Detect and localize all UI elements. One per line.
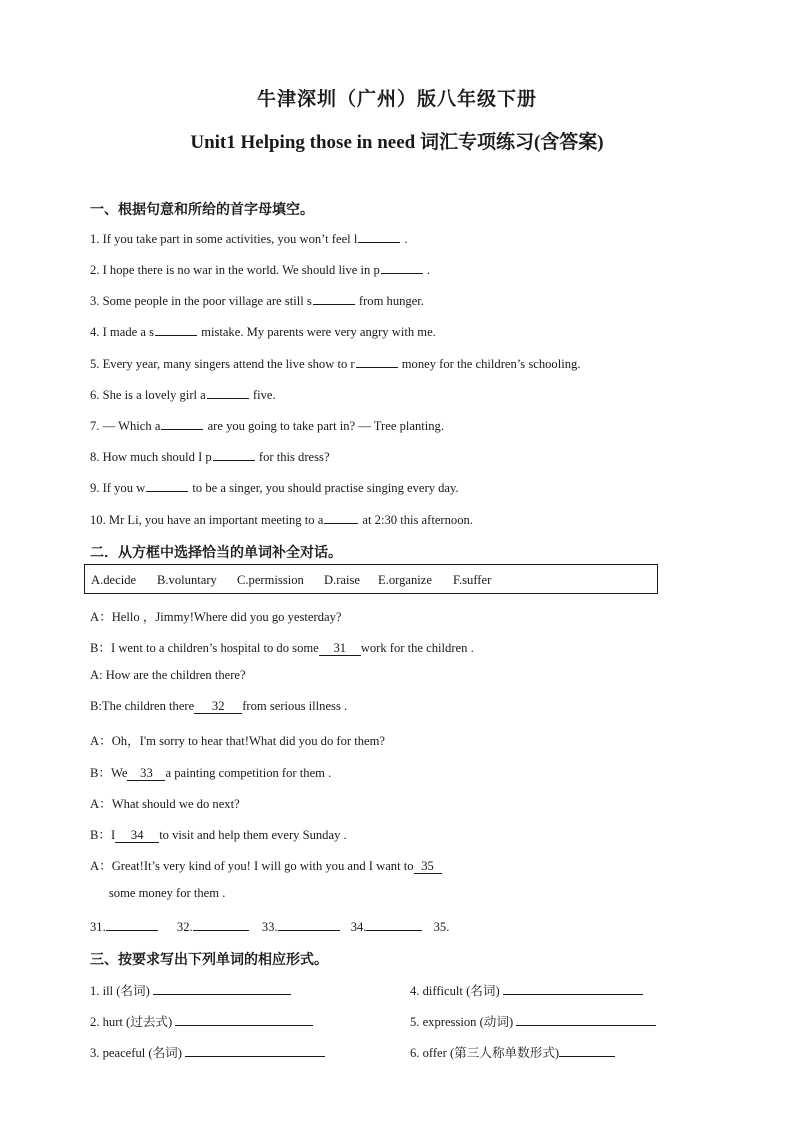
option-d: D.raise — [324, 573, 361, 587]
answer-blank[interactable] — [175, 1013, 313, 1026]
answer-blank[interactable] — [313, 292, 355, 305]
answer-blank[interactable] — [516, 1013, 656, 1026]
dialogue-line: some money for them . — [90, 886, 226, 900]
answer-blank[interactable] — [324, 511, 358, 524]
s3-item-3: 3. peaceful (名词) — [90, 1042, 325, 1061]
dialogue-line: B:The children there 32 from serious illness . — [90, 699, 348, 713]
s3-item-6: 6. offer (第三人称单数形式) — [410, 1042, 615, 1061]
option-c: C.permission — [237, 573, 304, 587]
dialogue-line: A：Oh，I'm sorry to hear that!What did you do for them? — [90, 734, 385, 748]
answer-blank-33[interactable] — [278, 918, 340, 931]
dialogue-blank-33[interactable]: 33 — [127, 767, 165, 781]
s1-item-6: 6. She is a lovely girl a five. — [90, 388, 276, 402]
dialogue-line: B：I 34 to visit and help them every Sunday . — [90, 828, 347, 842]
dialogue-line: B：I went to a children’s hospital to do some 31 work for the children . — [90, 641, 474, 655]
dialogue-line: B：We 33 a painting competition for them . — [90, 766, 332, 780]
answer-blank[interactable] — [146, 479, 188, 492]
s3-item-4: 4. difficult (名词) — [410, 980, 643, 999]
option-e: E.organize — [378, 573, 432, 587]
section3-heading: 三、按要求写出下列单词的相应形式。 — [90, 953, 328, 968]
s1-item-10: 10. Mr Li, you have an important meeting to a at 2:30 this afternoon. — [90, 513, 473, 527]
answer-blank[interactable] — [153, 982, 291, 995]
dialogue-line: A：Great!It’s very kind of you! I will go with you and I want to 35 — [90, 855, 442, 874]
s3-item-1: 1. ill (名词) — [90, 980, 291, 999]
dialogue-blank-34[interactable]: 34 — [115, 829, 159, 843]
s1-item-2: 2. I hope there is no war in the world. We should live in p . — [90, 263, 431, 277]
s1-item-1: 1. If you take part in some activities, you won’t feel l . — [90, 232, 408, 246]
s1-item-4: 4. I made a s mistake. My parents were very angry with me. — [90, 325, 436, 339]
answer-blank-32[interactable] — [193, 918, 249, 931]
dialogue-blank-35[interactable]: 35 — [414, 860, 442, 874]
option-b: B.voluntary — [157, 573, 217, 587]
dialogue-line: A：Hello ，Jimmy!Where did you go yesterday? — [90, 610, 342, 624]
s3-item-2: 2. hurt (过去式) — [90, 1011, 313, 1030]
dialogue-blank-32[interactable]: 32 — [194, 700, 242, 714]
answer-blank-34[interactable] — [366, 918, 422, 931]
answer-blank[interactable] — [381, 261, 423, 274]
answer-blank[interactable] — [161, 417, 203, 430]
answer-blank[interactable] — [503, 982, 643, 995]
s1-item-5: 5. Every year, many singers attend the live show to r money for the children’s schooling. — [90, 357, 581, 371]
answer-row: 31. 32. 33. 34. 35. — [90, 920, 450, 934]
option-a: A.decide — [91, 573, 137, 587]
s1-item-8: 8. How much should I p for this dress? — [90, 450, 330, 464]
dialogue-blank-31[interactable]: 31 — [319, 642, 361, 656]
answer-blank[interactable] — [213, 448, 255, 461]
answer-blank[interactable] — [358, 230, 400, 243]
dialogue-line: A：What should we do next? — [90, 797, 240, 811]
section1-heading: 一、根据句意和所给的首字母填空。 — [90, 203, 314, 218]
answer-blank[interactable] — [155, 323, 197, 336]
word-option-box — [84, 564, 658, 594]
page-title: 牛津深圳（广州）版八年级下册 — [256, 89, 537, 110]
answer-blank[interactable] — [559, 1044, 615, 1057]
section2-heading: 二．从方框中选择恰当的单词补全对话。 — [90, 546, 342, 561]
answer-blank[interactable] — [185, 1044, 325, 1057]
answer-blank[interactable] — [207, 386, 249, 399]
s1-item-3: 3. Some people in the poor village are still s from hunger. — [90, 294, 424, 308]
answer-blank-31[interactable] — [106, 918, 158, 931]
option-f: F.suffer — [453, 573, 492, 587]
dialogue-line: A: How are the children there? — [90, 668, 246, 682]
page-subtitle: Unit1 Helping those in need 词汇专项练习(含答案) — [190, 132, 604, 153]
s1-item-7: 7. — Which a are you going to take part in? — Tree planting. — [90, 419, 445, 433]
s1-item-9: 9. If you w to be a singer, you should practise singing every day. — [90, 481, 459, 495]
s3-item-5: 5. expression (动词) — [410, 1011, 656, 1030]
answer-blank[interactable] — [356, 355, 398, 368]
